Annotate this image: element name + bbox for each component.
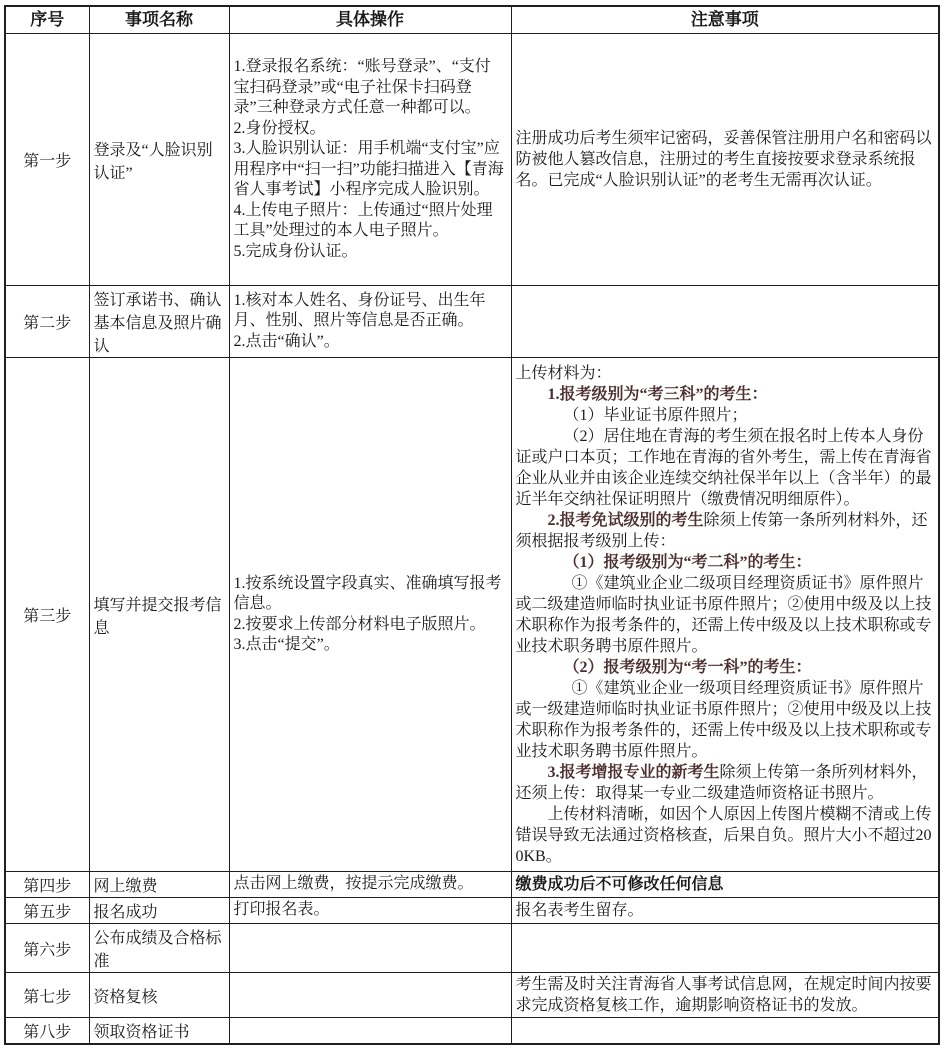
step-cell: 第一步 bbox=[5, 34, 89, 286]
operation-paragraph: 2.身份授权。 bbox=[233, 119, 326, 137]
operation-paragraph: 2.点击“确认”。 bbox=[233, 332, 340, 350]
note-bold-segment: （2）报考级别为“考一科”的考生： bbox=[563, 658, 812, 676]
notes-cell bbox=[511, 286, 939, 358]
item-name-cell: 网上缴费 bbox=[89, 872, 229, 898]
operation-paragraph: 5.完成身份认证。 bbox=[233, 242, 358, 260]
item-name-cell: 填写并提交报考信息 bbox=[89, 358, 229, 872]
table-body bbox=[5, 34, 939, 1045]
note-segment: ①《建筑业企业二级项目经理资质证书》原件照片或二级建造师临时执业证书原件照片；②使用中级及以上技术职称作为报考条件的，还需上传中级及以上技术职称或专业技术职务聘书原件照片。 bbox=[515, 574, 932, 655]
note-segment: ①《建筑业企业一级项目经理资质证书》原件照片或一级建造师临时执业证书原件照片；②使用中级及以上技术职称作为报考条件的，还需上传中级及以上技术职称或专业技术职务聘书原件照片。 bbox=[515, 679, 932, 760]
note-paragraph bbox=[516, 510, 935, 552]
note-bold-segment: 2.报考免试级别的考生 bbox=[547, 511, 704, 529]
step-cell: 第三步 bbox=[5, 358, 89, 872]
operations-cell bbox=[229, 973, 511, 1018]
item-name-cell: 资格复核 bbox=[89, 973, 229, 1018]
note-segment: 上传材料为： bbox=[515, 364, 612, 382]
note-segment: 上传材料清晰，如因个人原因上传图片模糊不清或上传错误导致无法通过资格核查，后果自负。照片大小不超过200KB。 bbox=[515, 805, 932, 865]
column-header-2: 具体操作 bbox=[229, 6, 511, 34]
table-row bbox=[5, 872, 939, 898]
table-row bbox=[5, 973, 939, 1018]
note-bold-segment: 3.报考增报专业的新考生 bbox=[547, 763, 720, 781]
step-cell: 第四步 bbox=[5, 872, 89, 898]
table-row bbox=[5, 34, 939, 286]
table-row bbox=[5, 358, 939, 872]
note-paragraph bbox=[516, 552, 935, 573]
notes-cell bbox=[511, 34, 939, 286]
note-paragraph bbox=[516, 874, 935, 895]
note-segment: 除须上传第一条所列材料外，还须上传：取得某一专业二级建造师资格证书照片。 bbox=[515, 763, 928, 802]
operation-paragraph: 1.核对本人姓名、身份证号、出生年月、性别、照片等信息是否正确。 bbox=[233, 291, 486, 330]
operation-paragraph: 打印报名表。 bbox=[233, 901, 330, 919]
operation-paragraph: 2.按要求上传部分材料电子版照片。 bbox=[233, 615, 486, 633]
notes-cell bbox=[511, 973, 939, 1018]
operations-cell bbox=[229, 34, 511, 286]
step-cell: 第八步 bbox=[5, 1018, 89, 1045]
note-paragraph bbox=[516, 762, 935, 804]
note-segment: 注册成功后考生须牢记密码，妥善保管注册用户名和密码以防被他人篡改信息，注册过的考生直接按要求登录系统报名。已完成“人脸识别认证”的老考生无需再次认证。 bbox=[515, 130, 932, 189]
procedure-table bbox=[4, 5, 940, 1045]
operation-paragraph: 3.人脸识别认证：用手机端“支付宝”应用程序中“扫一扫”功能扫描进入【青海省人事考试】小程序完成人脸识别。 bbox=[233, 140, 504, 198]
operation-paragraph: 3.点击“提交”。 bbox=[233, 636, 340, 653]
operations-cell bbox=[229, 286, 511, 358]
table-row bbox=[5, 924, 939, 973]
note-bold-segment: 1.报考级别为“考三科”的考生： bbox=[547, 385, 768, 403]
note-paragraph bbox=[516, 405, 935, 426]
notes-cell bbox=[511, 358, 939, 872]
notes-cell bbox=[511, 924, 939, 973]
operations-cell bbox=[229, 898, 511, 924]
operations-cell bbox=[229, 924, 511, 973]
item-name-cell: 签订承诺书、确认基本信息及照片确认 bbox=[89, 286, 229, 358]
table-row bbox=[5, 286, 939, 358]
step-cell: 第七步 bbox=[5, 973, 89, 1018]
column-header-0: 序号 bbox=[5, 6, 89, 34]
item-name-cell: 登录及“人脸识别认证” bbox=[89, 34, 229, 286]
note-segment: 除须上传第一条所列材料外，还须根据报考级别上传： bbox=[515, 511, 928, 550]
operations-cell bbox=[229, 1018, 511, 1045]
note-bold-segment: 缴费成功后不可修改任何信息 bbox=[515, 876, 724, 893]
note-segment: （1）毕业证书原件照片； bbox=[563, 406, 748, 424]
notes-cell bbox=[511, 1018, 939, 1045]
note-paragraph bbox=[516, 128, 935, 191]
item-name-cell: 领取资格证书 bbox=[89, 1018, 229, 1045]
step-cell: 第二步 bbox=[5, 286, 89, 358]
item-name-cell: 报名成功 bbox=[89, 898, 229, 924]
note-paragraph bbox=[516, 426, 935, 510]
note-segment: 考生需及时关注青海省人事考试信息网，在规定时间内按要求完成资格复核工作，逾期影响资格证书的发放。 bbox=[515, 976, 932, 1014]
column-header-1: 事项名称 bbox=[89, 6, 229, 34]
operations-cell bbox=[229, 358, 511, 872]
note-paragraph bbox=[516, 678, 935, 762]
note-paragraph bbox=[516, 573, 935, 657]
table-row bbox=[5, 898, 939, 924]
note-paragraph bbox=[516, 657, 935, 678]
step-cell: 第六步 bbox=[5, 924, 89, 973]
notes-cell bbox=[511, 898, 939, 924]
operations-cell bbox=[229, 872, 511, 898]
column-header-3: 注意事项 bbox=[511, 6, 939, 34]
note-paragraph bbox=[516, 384, 935, 405]
operation-paragraph: 1.按系统设置字段真实、准确填写报考信息。 bbox=[233, 574, 502, 612]
header-row bbox=[5, 6, 939, 34]
note-paragraph bbox=[516, 900, 935, 921]
note-bold-segment: （1）报考级别为“考二科”的考生： bbox=[563, 553, 812, 571]
operation-paragraph: 1.登录报名系统：“账号登录”、“支付宝扫码登录”或“电子社保卡扫码登录”三种登录方式任意一种都可以。 bbox=[233, 58, 491, 116]
note-paragraph bbox=[516, 974, 935, 1016]
note-segment: （2）居住地在青海的考生须在报名时上传本人身份证或户口本页；工作地在青海的省外考生，需上传在青海省企业从业并由该企业连续交纳社保半年以上（含半年）的最近半年交纳社保证明照片（缴费情况明细原件）。 bbox=[515, 427, 932, 508]
operation-paragraph: 点击网上缴费，按提示完成缴费。 bbox=[233, 875, 474, 893]
operation-paragraph: 4.上传电子照片：上传通过“照片处理工具”处理过的本人电子照片。 bbox=[233, 201, 493, 239]
notes-cell bbox=[511, 872, 939, 898]
note-paragraph bbox=[516, 804, 935, 867]
note-paragraph bbox=[516, 363, 935, 384]
table-row bbox=[5, 1018, 939, 1045]
note-segment: 报名表考生留存。 bbox=[515, 902, 644, 919]
step-cell: 第五步 bbox=[5, 898, 89, 924]
item-name-cell: 公布成绩及合格标准 bbox=[89, 924, 229, 973]
